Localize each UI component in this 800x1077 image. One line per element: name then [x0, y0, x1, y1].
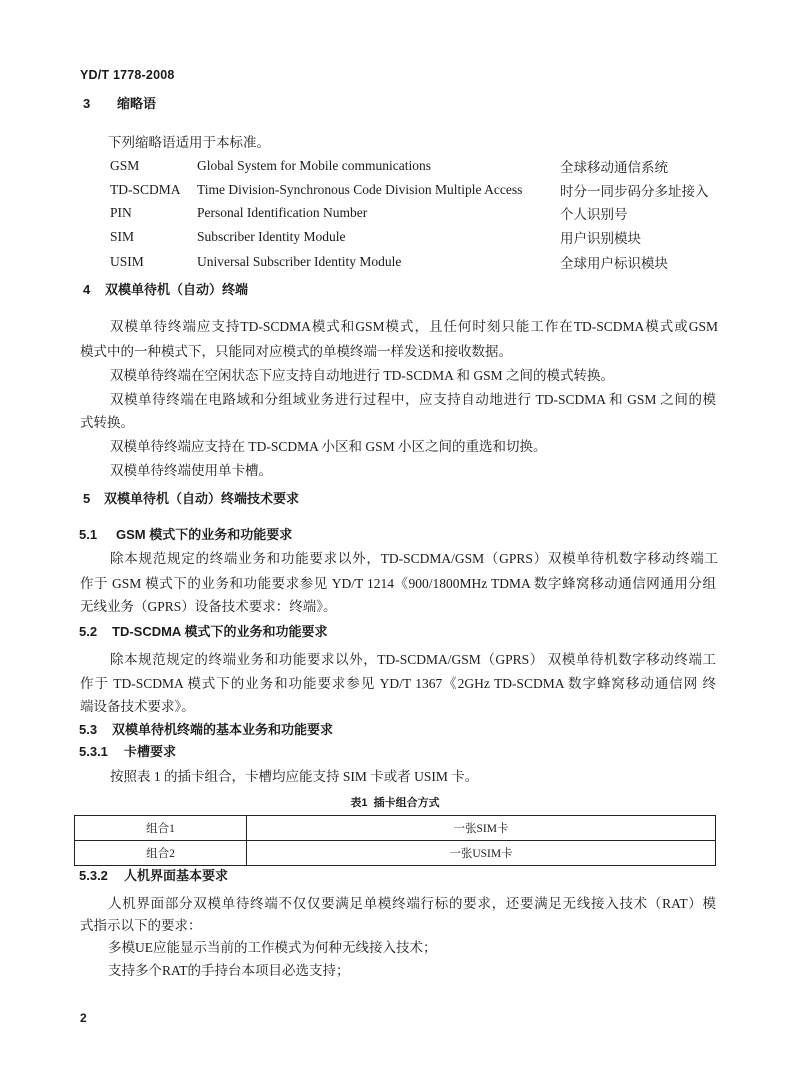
abbreviation-row	[0, 158, 800, 176]
section-5-3-number: 5.3	[79, 722, 98, 737]
section-5-2-number: 5.2	[79, 624, 98, 639]
page-number: 2	[80, 1011, 87, 1025]
body-text-line: 除本规范规定的终端业务和功能要求以外，TD-SCDMA/GSM（GPRS）双模单待机数字移动终端工	[110, 551, 718, 566]
abbreviation-english: Global System for Mobile communications	[197, 158, 431, 173]
body-text-line: 双模单待终端在电路域和分组域业务进行过程中，应支持自动地进行 TD-SCDMA 和 GSM 之间的模	[110, 392, 716, 407]
body-text-line: 作于 GSM 模式下的业务和功能要求参见 YD/T 1214《900/1800MHz TDMA 数字蜂窝移动通信网通用分组	[80, 576, 716, 591]
card-type-cell: 一张USIM卡	[247, 841, 716, 866]
section-5-1-title: GSM 模式下的业务和功能要求	[116, 527, 293, 542]
card-type-cell: 一张SIM卡	[247, 816, 716, 841]
body-text-line: 式转换。	[80, 415, 134, 430]
abbreviation-term: GSM	[110, 158, 140, 173]
body-text-line: 多模UE应能显示当前的工作模式为何种无线接入技术；	[108, 940, 437, 955]
section-3-number: 3	[83, 96, 91, 111]
abbreviation-row	[0, 229, 800, 247]
abbreviation-english: Universal Subscriber Identity Module	[197, 254, 402, 269]
abbreviation-english: Time Division-Synchronous Code Division Multiple Access	[197, 182, 523, 197]
section-5-3-2-number: 5.3.2	[79, 868, 108, 883]
combination-name-cell: 组合2	[75, 841, 247, 866]
abbreviation-chinese: 用户识别模块	[560, 231, 641, 246]
body-text-line: 双模单待终端应支持TD-SCDMA模式和GSM模式，且任何时刻只能工作在TD-SCDMA模式或GSM	[110, 319, 718, 334]
section-3-intro: 下列缩略语适用于本标准。	[108, 135, 270, 150]
section-5-1-number: 5.1	[79, 527, 98, 542]
section-4-title: 双模单待机（自动）终端	[105, 282, 249, 297]
body-text-line: 支持多个RAT的手持台本项目必选支持；	[108, 963, 350, 978]
section-5-3-1-number: 5.3.1	[79, 744, 108, 759]
section-5-2-title: TD-SCDMA 模式下的业务和功能要求	[112, 624, 328, 639]
section-5-title: 双模单待机（自动）终端技术要求	[104, 491, 300, 506]
abbreviation-chinese: 全球移动通信系统	[560, 160, 668, 175]
body-text-line: 模式中的一种模式下，只能同对应模式的单模终端一样发送和接收数据。	[80, 344, 512, 359]
table-row	[75, 841, 716, 866]
body-text-line: 双模单待终端使用单卡槽。	[110, 463, 272, 478]
abbreviation-term: USIM	[110, 254, 144, 269]
table-row	[75, 816, 716, 841]
abbreviation-term: PIN	[110, 205, 132, 220]
section-5-3-1-title: 卡槽要求	[124, 744, 177, 759]
abbreviation-term: SIM	[110, 229, 135, 244]
combination-name-cell: 组合1	[75, 816, 247, 841]
abbreviation-term: TD-SCDMA	[110, 182, 181, 197]
abbreviation-english: Subscriber Identity Module	[197, 229, 346, 244]
abbreviation-row	[0, 182, 800, 200]
body-text-line: 人机界面部分双模单待终端不仅仅要满足单模终端行标的要求，还要满足无线接入技术（RAT）模	[108, 896, 716, 911]
section-5-3-title: 双模单待机终端的基本业务和功能要求	[112, 722, 334, 737]
section-5-3-2-title: 人机界面基本要求	[124, 868, 229, 883]
body-text-line: 式指示以下的要求：	[80, 918, 202, 933]
abbreviation-english: Personal Identification Number	[197, 205, 368, 220]
section-4-number: 4	[83, 282, 91, 297]
abbreviation-chinese: 全球用户标识模块	[560, 256, 668, 271]
body-text-line: 无线业务（GPRS）设备技术要求：终端》。	[80, 599, 337, 614]
abbreviation-row	[0, 205, 800, 223]
card-combination-table	[74, 815, 716, 866]
body-text-line: 除本规范规定的终端业务和功能要求以外，TD-SCDMA/GSM（GPRS） 双模单待机数字移动终端工	[110, 652, 716, 667]
body-text-line: 作于 TD-SCDMA 模式下的业务和功能要求参见 YD/T 1367《2GHz TD-SCDMA 数字蜂窝移动通信网 终	[80, 676, 716, 691]
body-text-line: 双模单待终端在空闲状态下应支持自动地进行 TD-SCDMA 和 GSM 之间的模式转换。	[110, 368, 615, 383]
body-text-line: 双模单待终端应支持在 TD-SCDMA 小区和 GSM 小区之间的重选和切换。	[110, 439, 547, 454]
section-3-title: 缩略语	[117, 96, 157, 111]
section-5-number: 5	[83, 491, 91, 506]
table-caption: 表1 插卡组合方式	[350, 797, 440, 809]
body-text-line: 端设备技术要求》。	[80, 699, 195, 714]
abbreviation-chinese: 个人识别号	[560, 207, 628, 222]
document-code-header: YD/T 1778-2008	[80, 68, 175, 82]
abbreviation-row	[0, 254, 800, 272]
abbreviation-chinese: 时分一同步码分多址接入	[560, 184, 709, 199]
body-text-line: 按照表 1 的插卡组合，卡槽均应能支持 SIM 卡或者 USIM 卡。	[110, 769, 479, 784]
